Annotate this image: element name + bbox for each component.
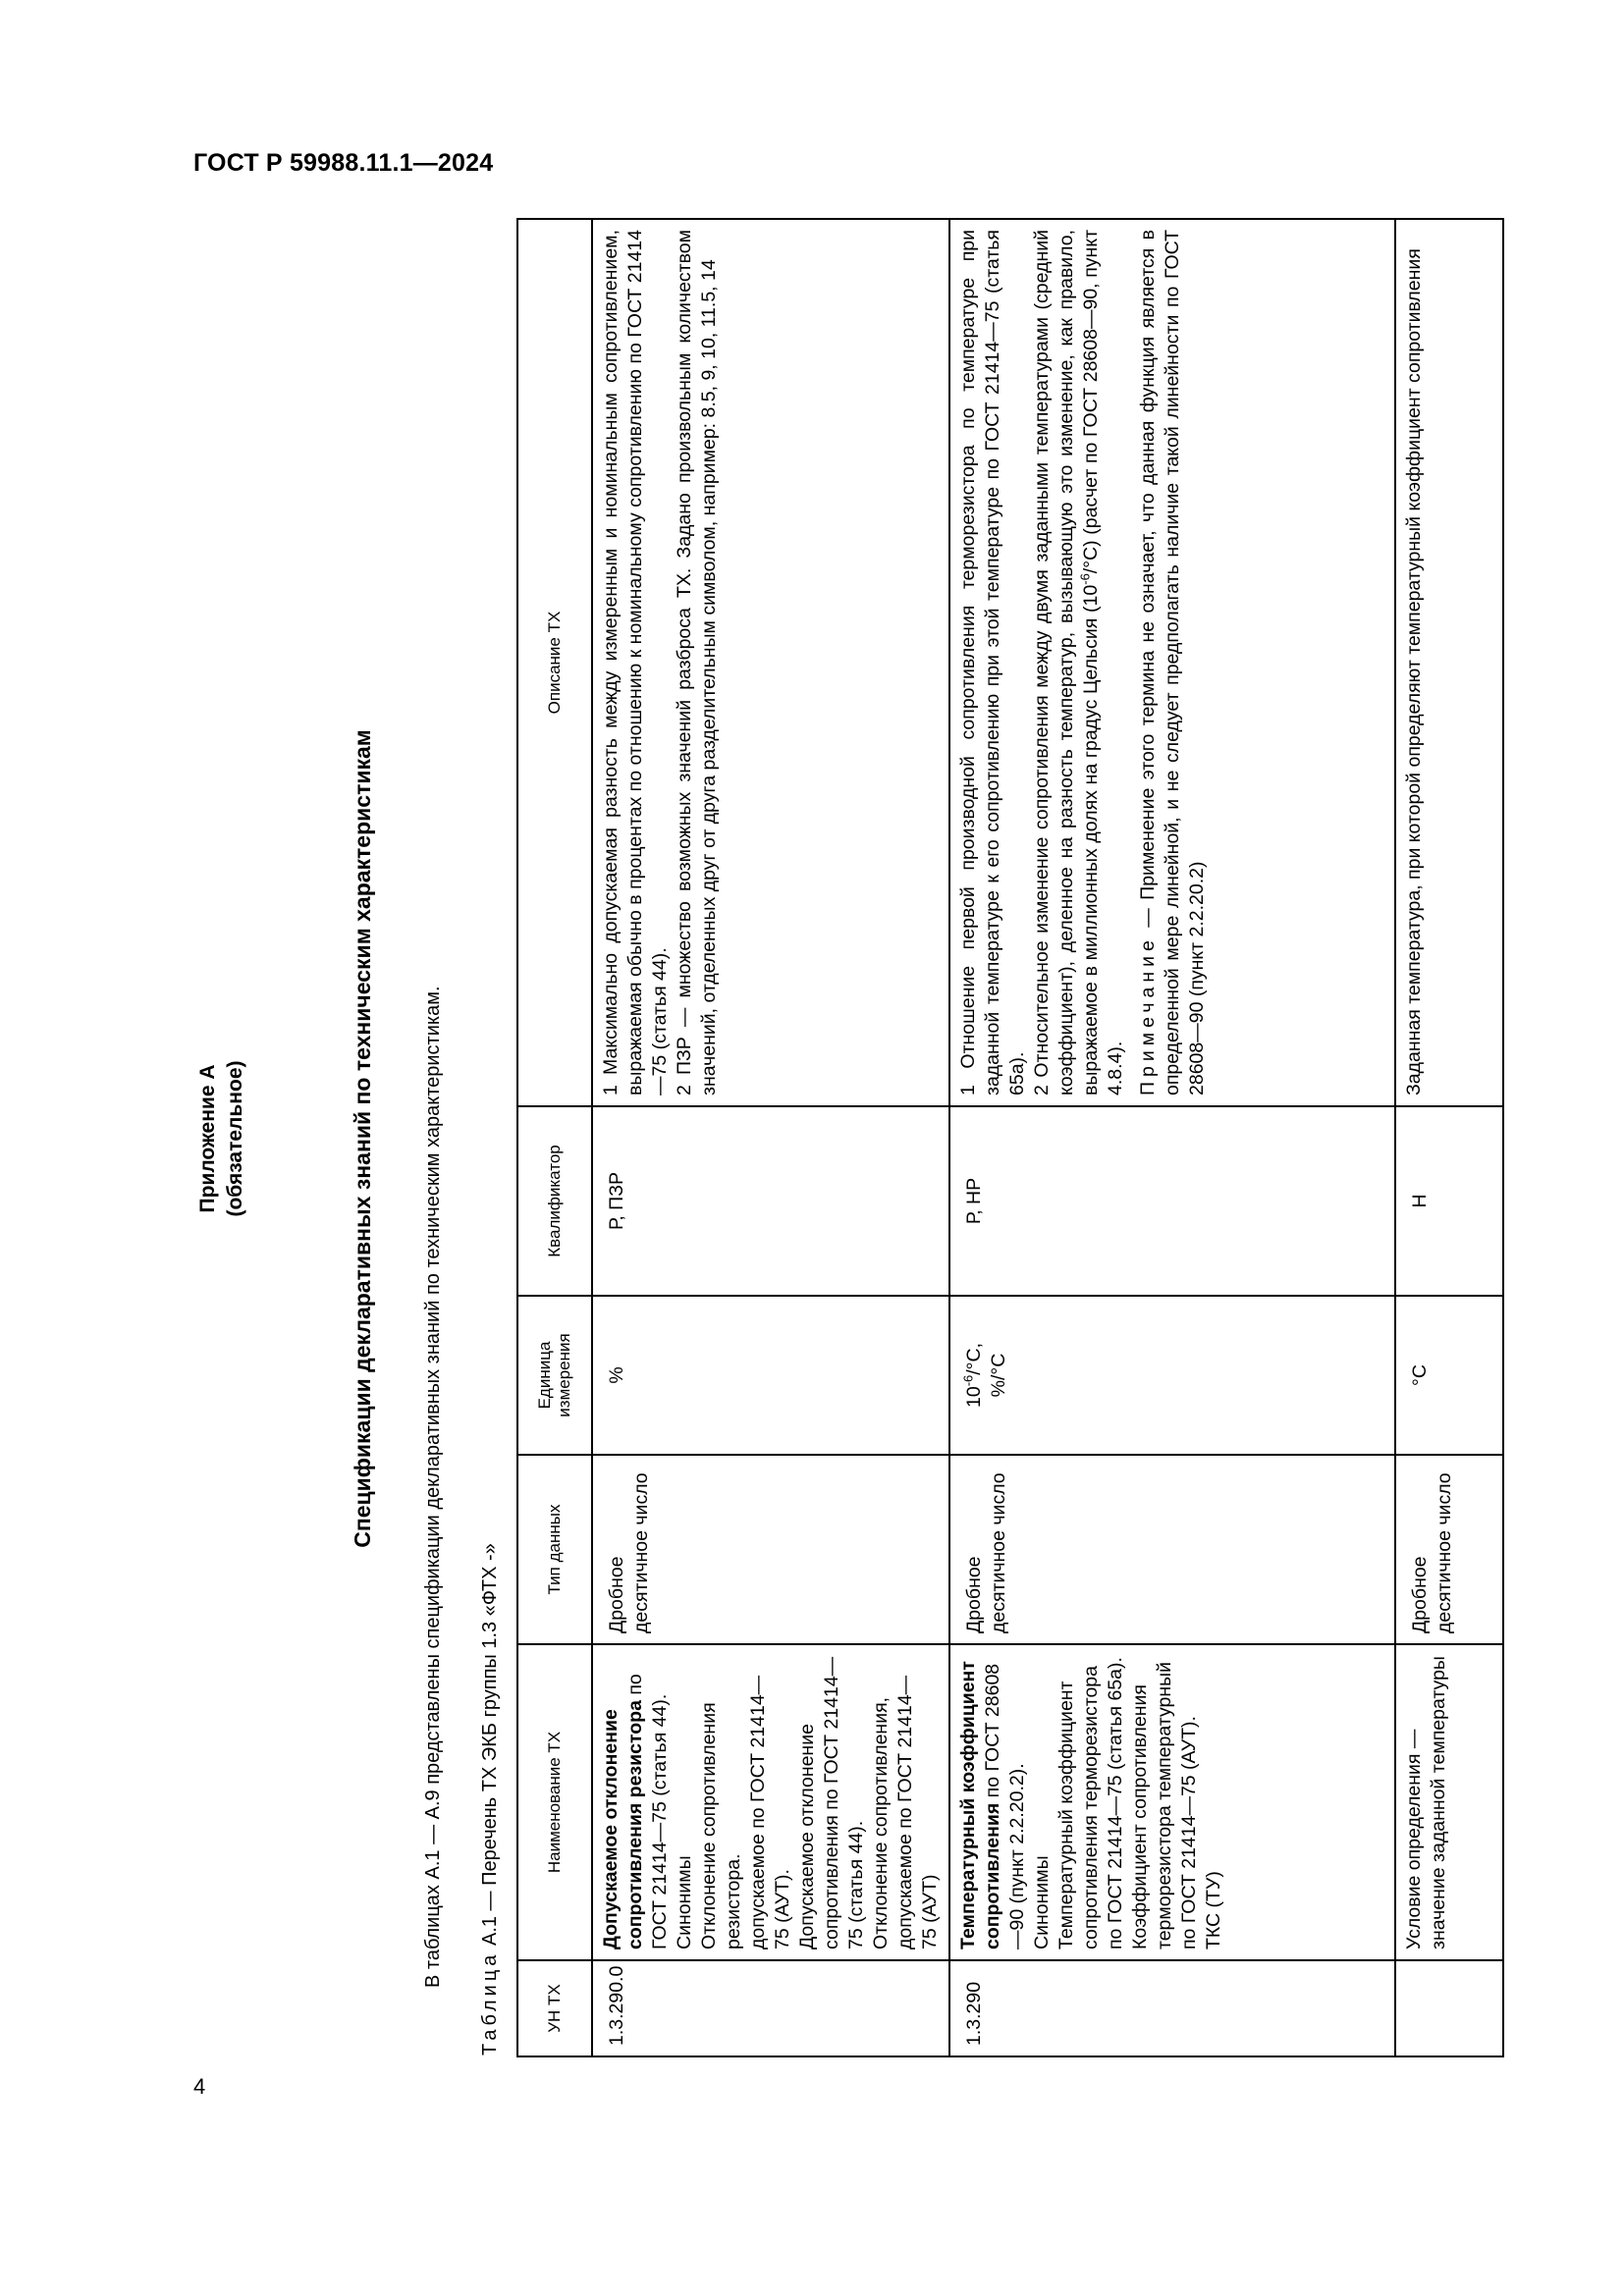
cell-id: 1.3.290.0 <box>592 1960 949 2056</box>
header-qualifier: Квалификатор <box>517 1106 592 1296</box>
rotated-page-content <box>194 216 1471 2061</box>
table-row <box>1395 219 1503 2056</box>
synonym-line: Температурный коэффициент сопротивления терморезистора по ГОСТ 21414—75 (статья 65а). <box>1056 1657 1126 1949</box>
table-row <box>949 219 1395 2056</box>
cell-qualifier: Р, НР <box>949 1106 1395 1296</box>
synonym-line: допускаемое по ГОСТ 21414—75 (АУТ). <box>747 1675 793 1949</box>
synonym-line: ТКС (ТУ) <box>1203 1871 1224 1949</box>
synonym-line: Коэффициент сопротивления терморезистора температурный по ГОСТ 21414—75 (АУТ). <box>1129 1662 1200 1949</box>
cell-type: Дробное десятичное число <box>949 1455 1395 1644</box>
header-name: Наименование ТХ <box>517 1644 592 1960</box>
document-code: ГОСТ Р 59988.11.1—2024 <box>193 149 494 177</box>
specification-table <box>516 218 1504 2057</box>
name-reference: по ГОСТ 21414—75 (статья 44). <box>624 1674 671 1949</box>
cell-name: Условие определения — значение заданной температуры <box>1395 1644 1503 1960</box>
table-header-row <box>517 219 592 2056</box>
cell-id <box>1395 1960 1503 2056</box>
annex-title <box>194 216 249 2061</box>
description-item-2: 2 ПЗР — множество возможных значений разброса ТХ. Задано произвольным количеством значений, отделенных друг от друга разделительным символом, например: 8.5, 9, 10, 11.5, 14 <box>674 230 720 1095</box>
note-label: Примечание <box>1137 935 1159 1095</box>
cell-name <box>592 1644 949 1960</box>
synonym-line: Отклонение сопротивления, допускаемое по ГОСТ 21414—75 (АУТ) <box>870 1675 941 1949</box>
cell-type: Дробное десятичное число <box>1395 1455 1503 1644</box>
cell-name <box>949 1644 1395 1960</box>
section-heading: Спецификации декларативных знаний по техническим характеристикам <box>350 729 375 1548</box>
characteristic-name: Температурный коэффициент сопротивления <box>957 1661 1003 1949</box>
note-text: — Применение этого термина не означает, что данная функция является в определенной мере линейной, и не следует предполагать наличие такой линейности по ГОСТ 28608—90 (пункт 2.2.20.2) <box>1137 230 1208 1095</box>
name-reference: по ГОСТ 28608—90 (пункт 2.2.20.2). <box>982 1663 1028 1949</box>
header-description: Описание ТХ <box>517 219 592 1106</box>
annex-label: Приложение А <box>196 1064 219 1213</box>
cell-unit: °С <box>1395 1296 1503 1455</box>
cell-description <box>949 219 1395 1106</box>
characteristic-name: Допускаемое отклонение сопротивления резистора <box>600 1700 646 1949</box>
table-caption <box>479 1543 502 2056</box>
synonym-line: Отклонение сопротивления резистора. <box>698 1702 744 1949</box>
table-row <box>592 219 949 2056</box>
header-id: УН ТХ <box>517 1960 592 2056</box>
cell-qualifier: Р, ПЗР <box>592 1106 949 1296</box>
description-item-2: 2 Относительное изменение сопротивления между двумя заданными температурами (средний коэффициент), деленное на разность температур, вызывающую это изменение, как правило, выражаемое в миллионных долях на градус Цельсия $(10^{-6}/^\circ С)$ (расчет по ГОСТ 28608—90, пункт 4.8.4). <box>1031 230 1126 1095</box>
unit-value: $10^{-6}/^\circ С$, <box>960 1343 985 1408</box>
unit-alt-value: %/°С <box>988 1353 1009 1398</box>
header-type: Тип данных <box>517 1455 592 1644</box>
cell-unit <box>949 1296 1395 1455</box>
description-note <box>1136 230 1210 1095</box>
cell-qualifier: Н <box>1395 1106 1503 1296</box>
description-item-1: 1 Отношение первой производной сопротивления терморезистора по температуре при заданной температуре к его сопротивлению при этой температуре по ГОСТ 21414—75 (статья 65а). <box>957 230 1028 1095</box>
cell-description: Заданная температура, при которой определяют температурный коэффициент сопротивления <box>1395 219 1503 1106</box>
cell-id: 1.3.290 <box>949 1960 1395 2056</box>
header-unit: Единица измерения <box>517 1296 592 1455</box>
table-caption-prefix: Таблица <box>479 1950 501 2056</box>
cell-description <box>592 219 949 1106</box>
annex-status: (обязательное) <box>224 1060 246 1217</box>
name-line: Синонимы <box>674 1855 695 1949</box>
synonym-line: Допускаемое отклонение сопротивления по ГОСТ 21414—75 (статья 44). <box>796 1656 867 1949</box>
cell-type: Дробное десятичное число <box>592 1455 949 1644</box>
name-line: Синонимы <box>1031 1855 1053 1949</box>
intro-paragraph: В таблицах А.1 — А.9 представлены спецификации декларативных знаний по техническим характеристикам. <box>422 986 444 1988</box>
description-item-1: 1 Максимально допускаемая разность между измеренным и номинальным сопротивлением, выражаемая обычно в процентах по отношению к номинальному сопротивлению по ГОСТ 21414—75 (статья 44). <box>600 230 671 1095</box>
table-caption-text: А.1 — Перечень ТХ ЭКБ группы 1.3 «ФТХ -» <box>479 1543 501 1947</box>
cell-unit: % <box>592 1296 949 1455</box>
page-number: 4 <box>193 2074 206 2099</box>
